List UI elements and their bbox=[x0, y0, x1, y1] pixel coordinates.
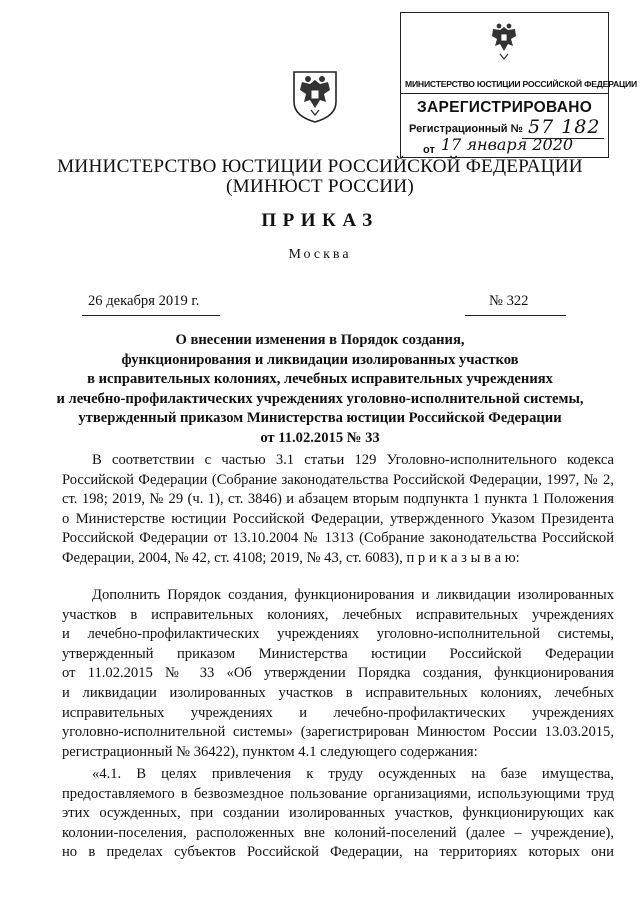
order-date: 26 декабря 2019 г. bbox=[88, 293, 200, 309]
text-line: о Министерстве юстиции Российской Федерации, утвержденного Указом Президента bbox=[62, 510, 614, 527]
title-line: и лечебно-профилактических учреждениях уголовно-исполнительной системы, bbox=[56, 390, 584, 407]
city: Москва bbox=[288, 247, 352, 262]
order-number-underline bbox=[465, 315, 566, 316]
stamp-divider bbox=[401, 93, 608, 94]
stamp-number-label: Регистрационный № bbox=[409, 123, 523, 135]
preamble-paragraph bbox=[62, 451, 614, 569]
title-line: функционирования и ликвидации изолированных участков bbox=[121, 351, 519, 368]
text-line: ст. 198; 2019, № 29 (ч. 1), ст. 3846) и абзацем вторым подпункта 1 пункта 1 Положения bbox=[62, 491, 614, 508]
text-line: от 11.02.2015 № 33 «Об утверждении Порядка создания, функционирования bbox=[62, 665, 614, 682]
text-line: этих осужденных, при создании изолированных участков, функционирующих как bbox=[62, 805, 614, 822]
order-date-underline bbox=[82, 315, 220, 316]
ministry-name-line1: МИНИСТЕРСТВО ЮСТИЦИИ РОССИЙСКОЙ ФЕДЕРАЦИИ bbox=[57, 156, 583, 177]
registration-stamp bbox=[400, 12, 638, 158]
text-line: и ликвидации изолированных участков в исправительных колониях, лечебных bbox=[62, 684, 614, 701]
order-title bbox=[40, 331, 600, 449]
state-emblem-icon bbox=[290, 66, 340, 124]
text-line: предоставляемого в безвозмездное пользование организациями, использующими труд bbox=[62, 785, 614, 802]
text-line: исправительных учреждениях и лечебно-профилактических учреждениях bbox=[62, 704, 614, 721]
stamp-ministry: МИНИСТЕРСТВО ЮСТИЦИИ РОССИЙСКОЙ ФЕДЕРАЦИИ bbox=[405, 79, 638, 89]
clause-4-1-paragraph bbox=[62, 765, 614, 863]
stamp-registered: ЗАРЕГИСТРИРОВАНО bbox=[416, 99, 593, 116]
title-line: в исправительных колониях, лечебных исправительных учреждениях bbox=[87, 371, 553, 388]
title-line: утвержденный приказом Министерства юстиции Российской Федерации bbox=[78, 410, 562, 427]
text-line: участков в исправительных колониях, лечебных исправительных учреждениях bbox=[62, 606, 614, 623]
stamp-date-label: от bbox=[423, 144, 435, 156]
document-type: ПРИКАЗ bbox=[261, 210, 379, 231]
text-line: Федерации, 2004, № 42, ст. 4108; 2019, № 43, ст. 6083), п р и к а з ы в а ю: bbox=[62, 549, 520, 566]
title-line: О внесении изменения в Порядок создания, bbox=[175, 332, 465, 348]
ministry-name bbox=[40, 157, 600, 197]
text-line: В соответствии с частью 3.1 статьи 129 Уголовно-исполнительного кодекса bbox=[92, 452, 614, 468]
text-line: и лечебно-профилактических учреждениях уголовно-исполнительной системы, bbox=[62, 626, 614, 643]
ministry-name-line2: (МИНЮСТ РОССИИ) bbox=[226, 176, 414, 197]
text-line: уголовно-исполнительной системы» (зарегистрирован Минюстом России 13.03.2015, bbox=[62, 724, 614, 741]
text-line: Дополнить Порядок создания, функционирования и ликвидации изолированных bbox=[92, 587, 614, 603]
text-line: колонии-поселения, расположенных вне колоний-поселений (далее – учреждение), bbox=[62, 824, 614, 841]
stamp-date-handwritten: 17 января 2020 bbox=[441, 135, 574, 154]
text-line: утвержденный приказом Министерства юстиции Российской Федерации bbox=[62, 645, 614, 662]
text-line: но в пределах субъектов Российской Федерации, на территориях которых они bbox=[62, 844, 614, 861]
text-line: Российской Федерации (Собрание законодательства Российской Федерации, 1997, № 2, bbox=[62, 471, 614, 488]
order-number: № 322 bbox=[489, 293, 529, 309]
stamp-number-handwritten: 57 182 bbox=[528, 116, 601, 138]
amendment-paragraph bbox=[62, 586, 614, 762]
stamp-emblem-icon bbox=[487, 21, 521, 63]
title-line: от 11.02.2015 № 33 bbox=[260, 429, 380, 446]
text-line: Российской Федерации от 13.10.2004 № 1313 (Собрание законодательства Российской bbox=[62, 530, 614, 547]
text-line: «4.1. В целях привлечения к труду осужденных на базе имущества, bbox=[92, 766, 614, 782]
text-line: регистрационный № 36422), пунктом 4.1 следующего содержания: bbox=[62, 743, 478, 760]
